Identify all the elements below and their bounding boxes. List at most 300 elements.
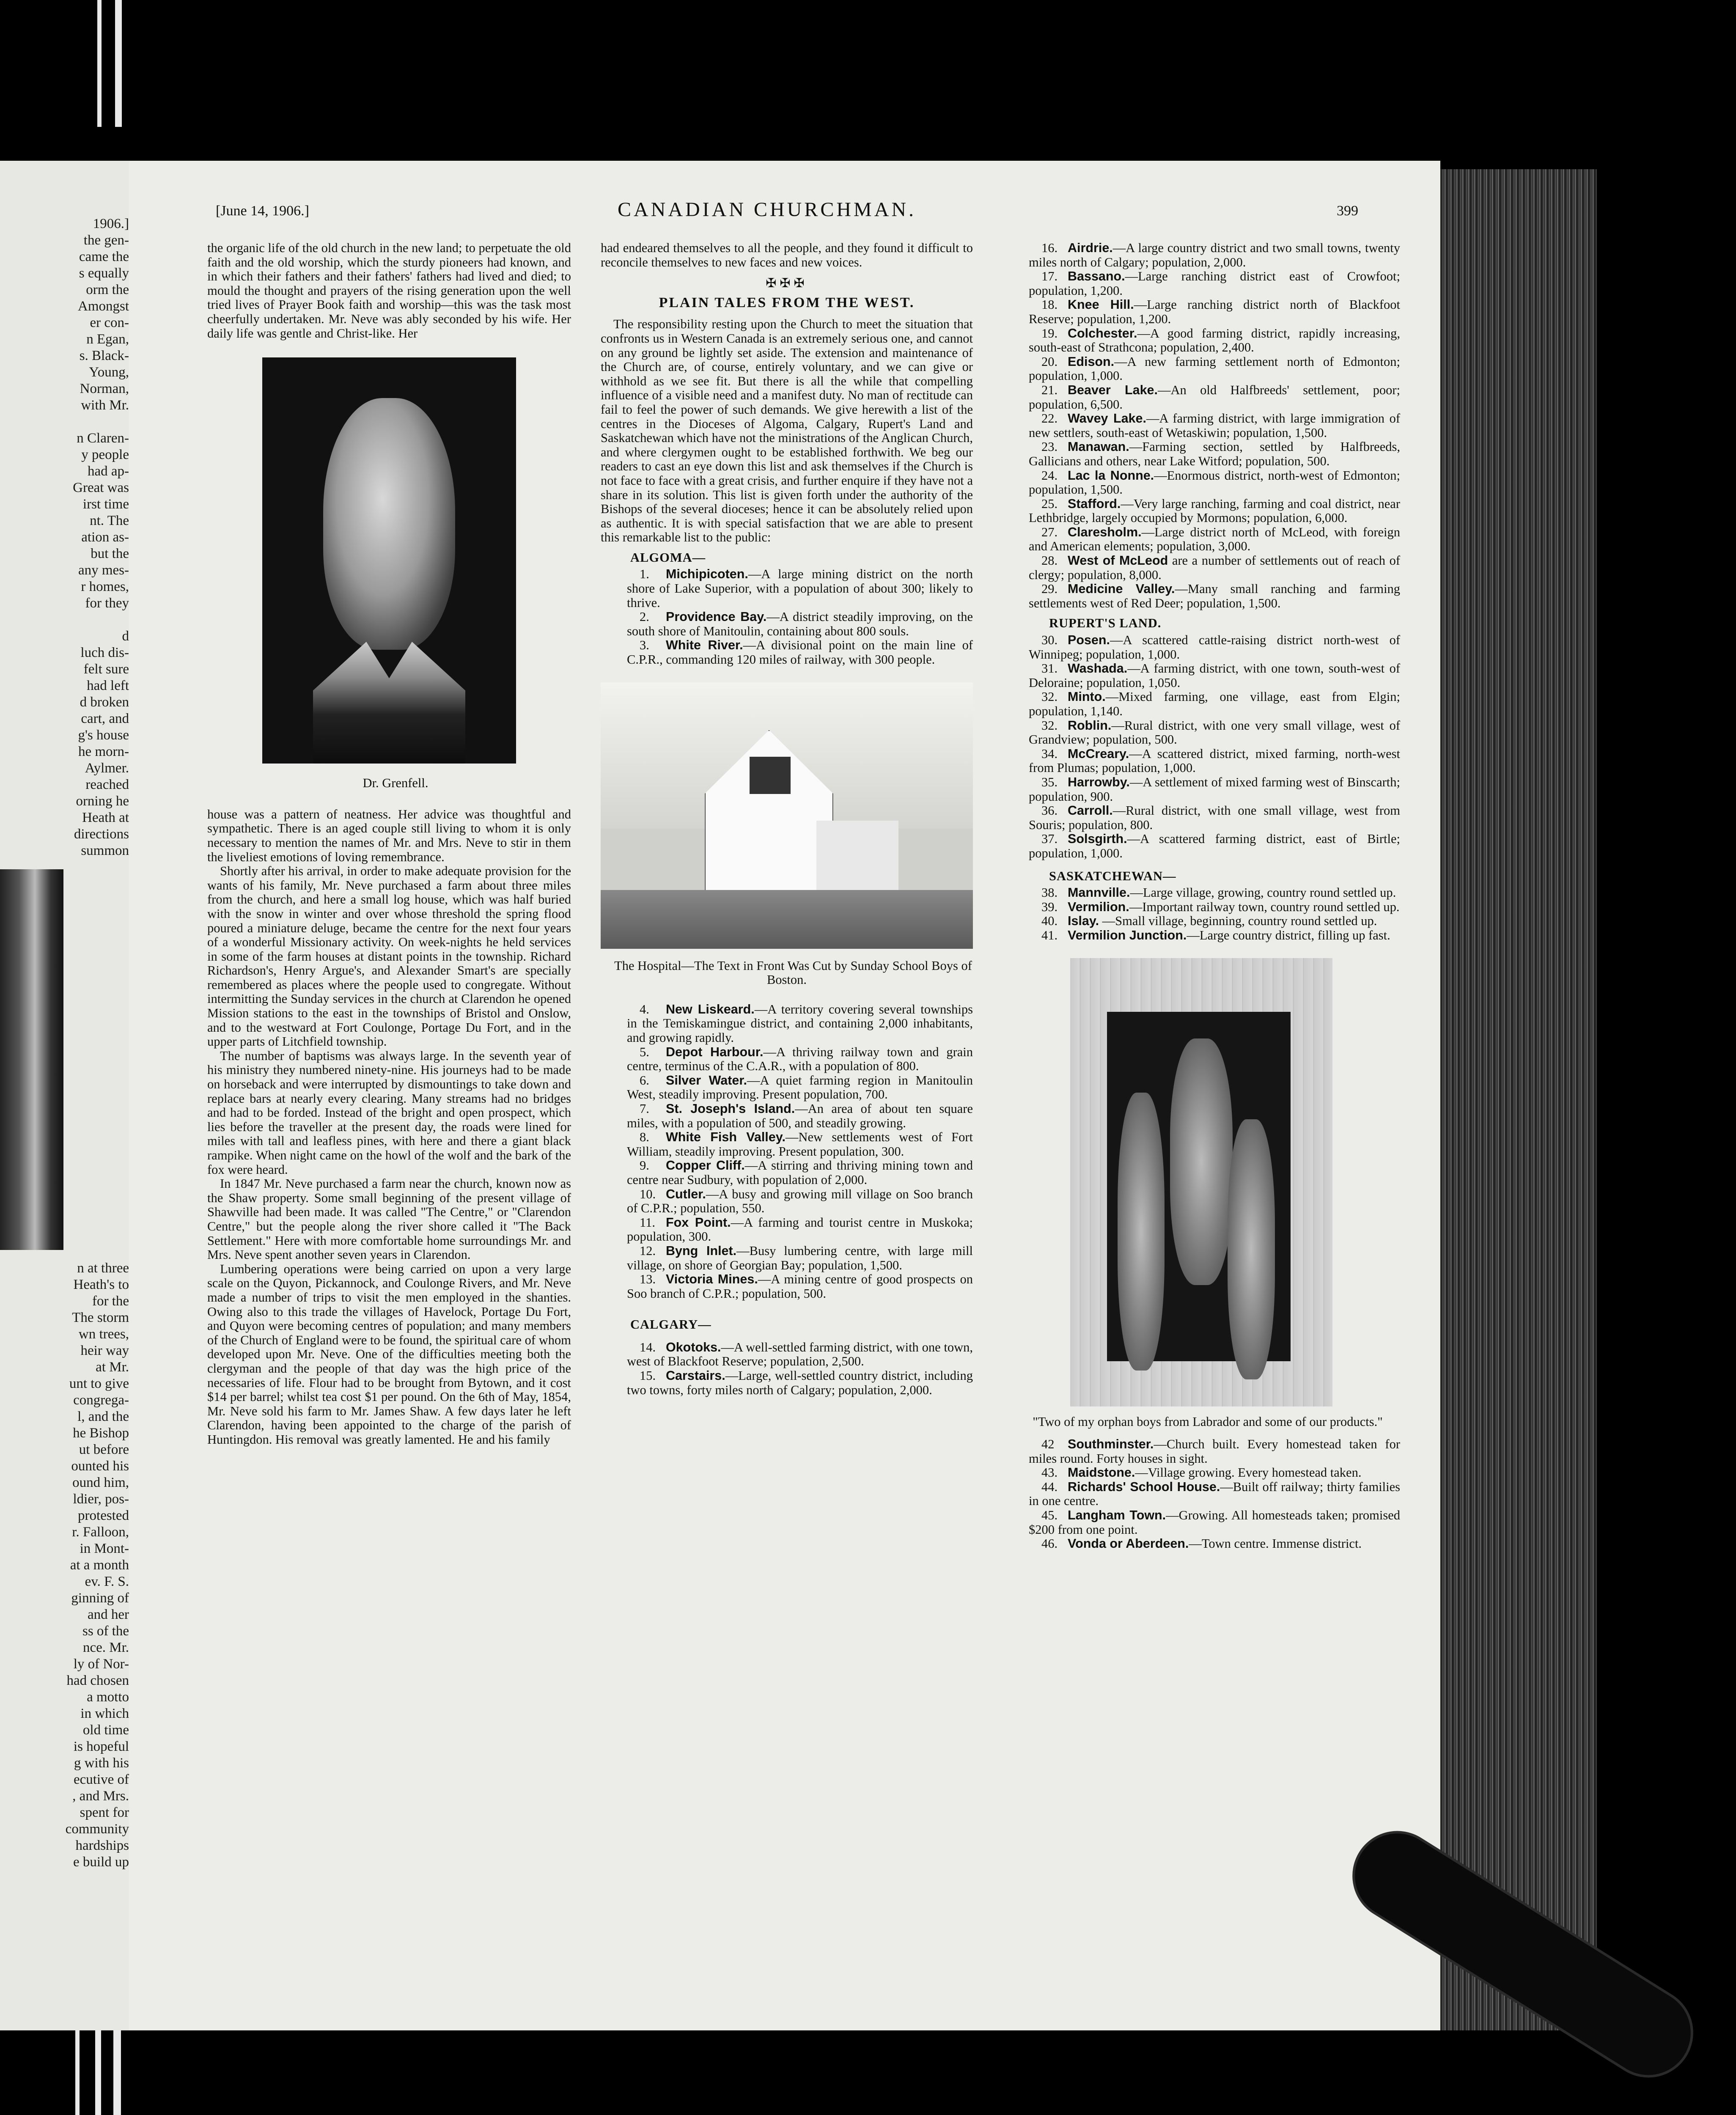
place-description: —Mixed farming, one village, east from Elgin; population, 1,140. <box>1029 689 1400 718</box>
place-description: —A farming and tourist centre in Muskoka; population, 300. <box>627 1215 973 1244</box>
place-description: —A settlement of mixed farming west of Binscarth; population, 900. <box>1029 775 1400 804</box>
page-number: 399 <box>1337 203 1358 219</box>
facing-page-text-top <box>0 161 129 859</box>
facing-page-line: r homes, <box>81 579 129 594</box>
article-ending: had endeared themselves to all the people, and they found it difficult to reconcile themselves to new faces and new voices. <box>601 241 973 269</box>
item-number: 16. <box>1041 241 1058 255</box>
place-name: Medicine Valley. <box>1068 582 1175 596</box>
list-item <box>1003 900 1400 915</box>
item-number: 17. <box>1041 269 1058 284</box>
column-1 <box>207 241 571 1447</box>
ornament-divider: ✠✠✠ <box>766 276 808 291</box>
hospital-porch <box>816 821 898 895</box>
facing-page-line: for the <box>92 1294 129 1309</box>
place-description: —Enormous district, north-west of Edmonton; population, 1,500. <box>1029 468 1400 497</box>
place-description: —A divisional point on the main line of C.P.R., commanding 120 miles of railway, with 300 people. <box>627 638 973 667</box>
place-description: —Large country district, filling up fast. <box>1187 928 1390 942</box>
facing-page-line: y people <box>81 447 129 462</box>
item-number: 42 <box>1041 1437 1055 1452</box>
item-number: 8. <box>640 1130 649 1145</box>
place-name: Mannville. <box>1068 885 1130 900</box>
place-description: —A thriving railway town and grain centre, terminus of the C.A.R., with a population of 800. <box>627 1044 973 1074</box>
place-name: Victoria Mines. <box>666 1272 758 1287</box>
place-description: —Large ranching district north of Blackfoot Reserve; population, 1,200. <box>1029 297 1400 326</box>
item-number: 7. <box>640 1101 649 1116</box>
list-item <box>1003 582 1400 610</box>
facing-page-line: Great was <box>73 480 129 495</box>
place-name: Carroll. <box>1068 803 1113 818</box>
list-item <box>601 1159 973 1187</box>
bottom-edge-stripe-1 <box>75 2030 80 2115</box>
place-name: Lac la Nonne. <box>1068 468 1154 483</box>
facing-page-line: ss of the <box>82 1623 129 1639</box>
facing-page-text-bottom <box>0 1260 129 1871</box>
place-name: Solsgirth. <box>1068 832 1127 846</box>
place-description: —A scattered cattle-raising district north-west of Winnipeg; population, 1,000. <box>1029 633 1400 662</box>
place-description: —A quiet farming region in Manitoulin West, steadily improving. Present population, 700. <box>627 1073 973 1102</box>
place-description: —Village growing. Every homestead taken. <box>1135 1465 1362 1480</box>
facing-page-line: Heath's to <box>73 1277 129 1292</box>
list-item <box>601 610 973 638</box>
place-description: —A large mining district on the north shore of Lake Superior, with a population of about 300; likely to thrive. <box>627 567 973 610</box>
item-number: 1. <box>640 567 649 582</box>
facing-page-line: g's house <box>78 728 129 743</box>
saskatchewan-list <box>1003 886 1400 942</box>
place-name: Carstairs. <box>666 1368 725 1383</box>
list-item <box>1003 747 1400 775</box>
list-item <box>1003 1437 1400 1466</box>
item-number: 37. <box>1041 832 1058 846</box>
facing-page-line: s. Black- <box>79 348 129 363</box>
running-head <box>152 195 1421 220</box>
place-name: Edison. <box>1068 354 1115 369</box>
facing-page-line: luch dis- <box>80 645 129 660</box>
item-number: 38. <box>1041 885 1058 900</box>
list-item <box>601 1130 973 1159</box>
facing-page-line: nt. The <box>90 513 129 528</box>
place-name: Minto. <box>1068 689 1106 704</box>
facing-page-line: d broken <box>80 695 129 710</box>
place-description: —A well-settled farming district, with one town, west of Blackfoot Reserve; population, 2,500. <box>627 1340 973 1369</box>
list-item <box>1003 1480 1400 1508</box>
place-description: —Many small ranching and farming settlements west of Red Deer; population, 1,500. <box>1029 582 1401 610</box>
place-name: Islay. <box>1068 914 1099 928</box>
item-number: 23. <box>1041 439 1058 454</box>
place-name: Okotoks. <box>666 1340 721 1354</box>
item-number: 9. <box>640 1158 649 1173</box>
place-description: —An old Halfbreeds' settlement, poor; population, 6,500. <box>1029 382 1400 412</box>
facing-page-line: Young, <box>89 365 129 380</box>
item-number: 31. <box>1041 661 1058 676</box>
facing-page-line: reached <box>85 777 129 792</box>
facing-page-line: congrega- <box>73 1393 129 1408</box>
place-name: Depot Harbour. <box>666 1044 764 1059</box>
place-description: —Rural district, with one very small village, west of Grandview; population, 500. <box>1029 718 1400 747</box>
list-item <box>1003 804 1400 832</box>
section-heading-algoma: ALGOMA— <box>630 550 706 565</box>
list-item <box>1003 1537 1400 1551</box>
item-number: 45. <box>1041 1508 1058 1523</box>
list-item <box>1003 554 1400 582</box>
list-item <box>1003 832 1400 860</box>
facing-page-line: ation as- <box>81 530 129 545</box>
portrait-face <box>323 398 455 650</box>
list-item <box>1003 355 1400 383</box>
hospital-caption: The Hospital—The Text in Front Was Cut by Sunday School Boys of Boston. <box>614 958 972 987</box>
section-heading-ruperts-land: RUPERT'S LAND. <box>1049 616 1162 631</box>
facing-page-line: in which <box>80 1706 129 1721</box>
place-name: Stafford. <box>1068 496 1121 511</box>
facing-page-line: a motto <box>87 1689 129 1705</box>
item-number: 18. <box>1041 297 1058 312</box>
paragraph: Shortly after his arrival, in order to make adequate provision for the wants of his family, Mr. Neve purchased a farm about three miles from the church, and here a small log house, which was half buried with the snow in winter and over whose threshold the spring flood poured a miniature deluge, became the centre for the next four years of a wonderful Missionary activity. On week-nights he held services in some of the farm houses at distant points in the township. Richard Richardson's, Henry Argue's, and Alexander Smart's are specially remembered as places where the people used to congregate. Without intermitting the Sunday services in the church at Clarendon he opened Mission stations to the east in the townships of Bristol and Onslow, and to the westward at Fort Coulonge, Portage Du Fort, and in the upper parts of Litchfield township. <box>207 864 571 1049</box>
facing-page-line: g with his <box>74 1755 129 1771</box>
place-name: Roblin. <box>1068 718 1112 733</box>
place-description: —New settlements west of Fort William, steadily improving. Present population, 300. <box>627 1130 973 1159</box>
place-name: St. Joseph's Island. <box>666 1101 795 1116</box>
facing-page-line: Amongst <box>77 299 129 314</box>
labrador-caption: "Two of my orphan boys from Labrador and some of our products." <box>1033 1414 1383 1429</box>
list-item <box>601 1187 973 1216</box>
issue-date: [June 14, 1906.] <box>216 203 309 219</box>
facing-page-line: came the <box>79 249 129 264</box>
list-item <box>1003 775 1400 804</box>
calgary-list <box>601 1340 973 1397</box>
facing-page-line: had left <box>87 678 129 693</box>
place-name: Harrowby. <box>1068 775 1130 789</box>
facing-page-line: protested <box>78 1508 129 1523</box>
lead-paragraph: The responsibility resting upon the Church to meet the situation that confronts us in Western Canada is an extremely serious one, and cannot on any ground be lightly set aside. The extension and maintenance of the Church are, of course, entirely voluntary, and we can give or withhold as we see fit. But there is all the while that compelling influence of a visible need and a manifest duty. No man of rectitude can fail to feel the power of such demands. We give herewith a list of the centres in the Dioceses of Algoma, Calgary, Rupert's Land and Saskatchewan which have not the ministrations of the Anglican Church, and where clergymen ought to be established forthwith. We beg our readers to cast an eye down this list and ask themselves if the Church is not face to face with a great crisis, and further enquire if they have not a share in its solution. This list is given forth under the authority of the Bishops of the several dioceses; hence it can be absolutely relied upon as authentic. It is with special satisfaction that we are able to present this remarkable list to the public: <box>601 317 973 545</box>
book-page-edges <box>1440 169 1597 2030</box>
list-item <box>601 567 973 610</box>
place-description: —A territory covering several townships in the Temiskamingue district, and containing 2,000 inhabitants, and growing rapidly. <box>627 1002 973 1045</box>
list-item <box>1003 269 1400 298</box>
place-name: Manawan. <box>1068 439 1129 454</box>
item-number: 3. <box>640 638 649 653</box>
item-number: 25. <box>1041 496 1058 511</box>
place-name: Richards' School House. <box>1068 1479 1220 1494</box>
paragraph: In 1847 Mr. Neve purchased a farm near the church, known now as the Shaw property. Some small beginning of the present village of Shawville had been made. It was called "The Centre," or "Clarendon Centre," but the people along the river shore called it "The Back Settlement." Here with more comfortable home surroundings Mr. and Mrs. Neve spent another seven years in Clarendon. <box>207 1176 571 1262</box>
place-description: —A stirring and thriving mining town and centre near Sudbury, with population of 2,000. <box>627 1158 973 1187</box>
article-continuation: the organic life of the old church in the new land; to perpetuate the old faith and the old worship, which the sturdy pioneers had known, and in which their fathers and their fathers' fathers had lived and died; to mould the thought and prayers of the rising generation upon the well tried lives of Prayer Book faith and worship—this was the task most cheerfully undertaken. Mr. Neve was ably seconded by his wife. Her daily life was gentle and Christ-like. Her <box>207 241 571 341</box>
place-description: —Growing. All homesteads taken; promised $200 from one point. <box>1029 1508 1400 1537</box>
facing-page-line: ev. F. S. <box>85 1574 129 1589</box>
list-item <box>1003 525 1400 554</box>
ruperts-land-list <box>1003 633 1400 861</box>
facing-page-line: directions <box>74 827 129 842</box>
place-name: Posen. <box>1068 633 1110 648</box>
place-description: —Built off railway; thirty families in one centre. <box>1029 1479 1401 1508</box>
list-item <box>1003 383 1400 412</box>
facing-page-line: heir way <box>80 1343 129 1358</box>
list-item <box>601 1074 973 1102</box>
item-number: 15. <box>640 1368 656 1383</box>
place-name: Maidstone. <box>1068 1465 1135 1480</box>
place-name: Vonda or Aberdeen. <box>1068 1536 1189 1551</box>
item-number: 39. <box>1041 899 1058 914</box>
item-number: 10. <box>640 1187 656 1201</box>
facing-page-line: cart, and <box>81 711 129 726</box>
list-item <box>601 1216 973 1244</box>
facing-page-line <box>0 612 129 628</box>
item-number: 30. <box>1041 633 1058 648</box>
algoma-list-continued <box>601 1003 973 1301</box>
facing-page-line: r. Falloon, <box>72 1524 129 1540</box>
place-name: Washada. <box>1068 661 1128 676</box>
facing-page-line: had ap- <box>87 464 129 479</box>
place-name: New Liskeard. <box>666 1002 755 1016</box>
facing-page-line: old time <box>82 1722 129 1738</box>
place-name: Vermilion. <box>1068 899 1129 914</box>
place-description: —A mining centre of good prospects on Soo branch of C.P.R.; population, 500. <box>627 1272 973 1301</box>
item-number: 11. <box>640 1215 655 1230</box>
facing-page-line: felt sure <box>83 662 129 677</box>
facing-page-line: d <box>122 629 129 644</box>
place-name: Bassano. <box>1068 269 1125 284</box>
place-description: are a number of settlements out of reach of clergy; population, 8,000. <box>1029 553 1400 582</box>
list-item <box>601 1244 973 1272</box>
place-description: —A district steadily improving, on the south shore of Manitoulin, containing about 800 souls. <box>627 610 973 638</box>
facing-page-line: he morn- <box>78 744 129 759</box>
facing-page-line: at Mr. <box>96 1360 129 1375</box>
place-description: —A new farming settlement north of Edmonton; population, 1,000. <box>1029 354 1400 383</box>
place-description: —Town centre. Immense district. <box>1189 1536 1362 1551</box>
place-description: —An area of about ten square miles, with a population of 500, and steadily growing. <box>627 1101 973 1130</box>
bottom-edge-stripe-3 <box>113 2030 121 2115</box>
labrador-hanging-game <box>1170 1038 1233 1285</box>
place-name: Knee Hill. <box>1068 297 1134 312</box>
place-description: —Large village, growing, country round settled up. <box>1130 885 1396 900</box>
portrait-photo <box>262 357 516 764</box>
place-description: —Large, well-settled country district, including two towns, forty miles north of Calgary; population, 2,000. <box>627 1368 973 1397</box>
place-description: —A scattered district, mixed farming, north-west from Plumas; population, 1,000. <box>1029 746 1400 775</box>
section-heading-calgary: CALGARY— <box>630 1317 711 1332</box>
facing-page-line: ounted his <box>71 1459 129 1474</box>
list-item <box>601 1369 973 1397</box>
item-number: 24. <box>1041 468 1058 483</box>
place-name: Airdrie. <box>1068 241 1113 255</box>
place-description: —Busy lumbering centre, with large mill village, on shore of Georgian Bay; population, 1,500. <box>627 1243 973 1272</box>
list-item <box>1003 497 1400 525</box>
facing-page-line <box>0 414 129 430</box>
facing-page-line: for they <box>85 596 129 611</box>
facing-page-line: unt to give <box>69 1376 129 1391</box>
section-heading-saskatchewan: SASKATCHEWAN— <box>1049 868 1176 883</box>
list-item <box>601 1340 973 1369</box>
item-number: 27. <box>1041 525 1058 539</box>
facing-page-line: n at three <box>77 1261 129 1276</box>
item-number: 32. <box>1041 689 1058 704</box>
item-number: 28. <box>1041 553 1058 568</box>
list-item <box>601 1003 973 1045</box>
place-name: Silver Water. <box>666 1073 747 1088</box>
facing-page-line: Heath at <box>82 810 129 825</box>
list-item <box>1003 914 1400 928</box>
facing-page-line: at a month <box>70 1557 129 1573</box>
place-description: —Rural district, with one small village, west from Souris; population, 800. <box>1029 803 1400 832</box>
facing-page-line: summon <box>81 843 129 858</box>
list-item <box>1003 662 1400 690</box>
item-number: 13. <box>640 1272 656 1287</box>
facing-page-line: Aylmer. <box>85 761 129 776</box>
facing-page-line: n Egan, <box>86 332 129 347</box>
facing-page-line: ound him, <box>72 1475 129 1490</box>
facing-page-line: nce. Mr. <box>82 1640 129 1655</box>
publication-title: CANADIAN CHURCHMAN. <box>618 198 917 221</box>
list-item <box>1003 1466 1400 1480</box>
facing-page-line: wn trees, <box>78 1327 129 1342</box>
list-item <box>1003 412 1400 440</box>
facing-page-line: community <box>65 1821 129 1837</box>
place-name: Vermilion Junction. <box>1068 928 1187 942</box>
place-name: Wavey Lake. <box>1068 411 1146 426</box>
article-title: PLAIN TALES FROM THE WEST. <box>659 294 915 310</box>
facing-page-line: s equally <box>79 266 129 281</box>
facing-page-fragment <box>0 161 129 2030</box>
list-item <box>1003 241 1400 269</box>
place-description: —Large district north of McLeod, with foreign and American elements; population, 3,000. <box>1029 525 1400 554</box>
facing-page-photo-fragment <box>0 869 63 1250</box>
item-number: 40. <box>1041 914 1058 928</box>
facing-page-line: he Bishop <box>73 1426 129 1441</box>
facing-page-line: irst time <box>82 497 129 512</box>
item-number: 43. <box>1041 1465 1058 1480</box>
place-description: —A farming district, with one town, south-west of Deloraine; population, 1,050. <box>1029 661 1400 690</box>
facing-page-line: ldier, pos- <box>73 1491 129 1507</box>
place-name: White River. <box>666 638 743 653</box>
facing-page-line: ecutive of <box>73 1772 129 1787</box>
item-number: 35. <box>1041 775 1058 789</box>
facing-page-line: in Mont- <box>80 1541 129 1556</box>
item-number: 14. <box>640 1340 656 1354</box>
facing-page-line: 1906.] <box>93 216 129 231</box>
facing-page-line: spent for <box>80 1805 129 1820</box>
labrador-figure-right <box>1228 1119 1275 1379</box>
facing-page-line: e build up <box>73 1854 129 1870</box>
paragraph: The number of baptisms was always large. In the seventh year of his ministry they numbered ninety-nine. His journeys had to be made on horseback and were interrupted by dismountings to take down and replace bars at nearly every clearing. Many streams had no bridges and had to be forded. Instead of the bright and open prospect, which lies before the traveller at the present day, the roads were lined for miles with tall and leafless pines, with here and there a giant black rampike. When night came on the howl of the wolf and the bark of the fox were heard. <box>207 1048 571 1177</box>
item-number: 20. <box>1041 354 1058 369</box>
item-number: 12. <box>640 1243 656 1258</box>
paragraph: house was a pattern of neatness. Her advice was thoughtful and sympathetic. There is an aged couple still living to whom it is only necessary to mention the names of Mr. and Mrs. Neve to stir in them the liveliest emotions of loving remembrance. <box>207 807 571 864</box>
facing-page-line: ut before <box>79 1442 129 1457</box>
facing-page-line: is hopeful <box>73 1739 129 1754</box>
facing-page-line: er con- <box>90 315 129 330</box>
place-description: —A busy and growing mill village on Soo branch of C.P.R.; population, 550. <box>627 1187 973 1216</box>
item-number: 46. <box>1041 1536 1058 1551</box>
facing-page-line: l, and the <box>77 1409 129 1424</box>
place-name: McCreary. <box>1068 746 1129 761</box>
list-item <box>1003 440 1400 468</box>
place-description: —Large ranching district east of Crowfoot; population, 1,200. <box>1029 269 1400 298</box>
item-number: 5. <box>640 1044 649 1059</box>
hospital-photo <box>601 682 973 949</box>
item-number: 19. <box>1041 326 1058 341</box>
facing-page-line: the gen- <box>83 233 129 248</box>
list-item <box>601 1272 973 1301</box>
item-number: 41. <box>1041 928 1058 942</box>
top-edge-stripe-1 <box>97 0 102 127</box>
list-item <box>1003 719 1400 747</box>
place-name: Michipicoten. <box>666 567 748 582</box>
list-item <box>1003 633 1400 662</box>
list-item <box>1003 327 1400 355</box>
item-number: 6. <box>640 1073 649 1088</box>
place-description: —Church built. Every homestead taken for miles round. Forty houses in sight. <box>1029 1437 1400 1466</box>
column-2 <box>601 241 973 1397</box>
place-description: —Small village, beginning, country round settled up. <box>1099 914 1377 928</box>
item-number: 36. <box>1041 803 1058 818</box>
place-name: Langham Town. <box>1068 1508 1166 1523</box>
paragraph: Lumbering operations were being carried on upon a very large scale on the Quyon, Pickannock, and Coulonge Rivers, and Mr. Neve made a number of trips to visit the men employed in the shanties. Owing also to this trade the villages of Havelock, Portage Du Fort, and Quyon were becoming centres of population; and many members of the Church of England were to be found, the spiritual care of whom developed upon Mr. Neve. One of the difficulties meeting both the clergyman and the people of that day was the high price of the necessaries of life. Flour had to be brought from Bytown, and it cost $14 per barrel; whilst tea cost $1 per pound. On the 6th of May, 1854, Mr. Neve sold his farm to Mr. James Shaw. A few days later he left Clarendon, having been appointed to the charge of the parish of Huntingdon. His removal was greatly lamented. He and his family <box>207 1261 571 1447</box>
hospital-sign <box>750 757 791 794</box>
place-name: Providence Bay. <box>666 610 767 624</box>
place-description: —A scattered farming district, east of Birtle; population, 1,000. <box>1029 832 1400 860</box>
facing-page-line: with Mr. <box>81 398 129 413</box>
place-description: —A good farming district, rapidly increasing, south-east of Strathcona; population, 2,400. <box>1029 326 1400 355</box>
place-name: Claresholm. <box>1068 525 1142 539</box>
item-number: 32. <box>1041 718 1058 733</box>
item-number: 44. <box>1041 1479 1058 1494</box>
facing-page-line: had chosen <box>66 1673 129 1688</box>
list-item <box>601 1102 973 1130</box>
place-name: White Fish Valley. <box>666 1130 786 1145</box>
place-description: —Important railway town, country round settled up. <box>1129 899 1400 914</box>
list-item <box>1003 886 1400 900</box>
place-description: —A farming district, with large immigration of new settlers, south-east of Wetaskiwin; population, 1,500. <box>1029 411 1400 440</box>
list-item <box>1003 469 1400 497</box>
hospital-ground <box>601 890 973 949</box>
facing-page-line: ginning of <box>71 1590 129 1606</box>
list-item <box>1003 928 1400 943</box>
item-number: 34. <box>1041 746 1058 761</box>
portrait-caption: Dr. Grenfell. <box>363 776 429 791</box>
place-name: Fox Point. <box>666 1215 731 1230</box>
algoma-list <box>601 567 973 667</box>
calgary-list-continued <box>1003 241 1400 610</box>
list-item <box>1003 1508 1400 1537</box>
place-name: Copper Cliff. <box>666 1158 745 1173</box>
place-description: —Farming section, settled by Halfbreeds, Gallicians and others, near Lake Witford; population, 500. <box>1029 439 1400 468</box>
item-number: 2. <box>640 610 649 624</box>
facing-page-line: and her <box>87 1607 129 1622</box>
facing-page-line: The storm <box>72 1310 129 1325</box>
facing-page-line: Norman, <box>80 381 129 396</box>
bottom-edge-stripe-2 <box>95 2030 101 2115</box>
portrait-collar <box>313 642 465 764</box>
saskatchewan-list-continued <box>1003 1437 1400 1551</box>
place-name: West of McLeod <box>1068 553 1168 568</box>
facing-page-line: but the <box>91 546 129 561</box>
item-number: 29. <box>1041 582 1058 596</box>
list-item <box>601 638 973 667</box>
facing-page-line: , and Mrs. <box>72 1788 129 1804</box>
labrador-photo <box>1070 958 1332 1406</box>
list-item <box>601 1045 973 1074</box>
list-item <box>1003 690 1400 718</box>
facing-page-line: ly of Nor- <box>73 1656 129 1672</box>
item-number: 4. <box>640 1002 649 1016</box>
place-name: Southminster. <box>1068 1437 1154 1452</box>
place-name: Beaver Lake. <box>1068 382 1158 397</box>
facing-page-line: n Claren- <box>77 431 129 446</box>
top-edge-stripe-2 <box>115 0 122 127</box>
facing-page-line: orning he <box>76 794 129 809</box>
item-number: 22. <box>1041 411 1058 426</box>
facing-page-line: orm the <box>86 282 129 297</box>
place-description: —A large country district and two small towns, twenty miles north of Calgary; population, 2,000. <box>1029 241 1400 269</box>
labrador-figure-left <box>1118 1093 1165 1371</box>
place-name: Colchester. <box>1068 326 1137 341</box>
